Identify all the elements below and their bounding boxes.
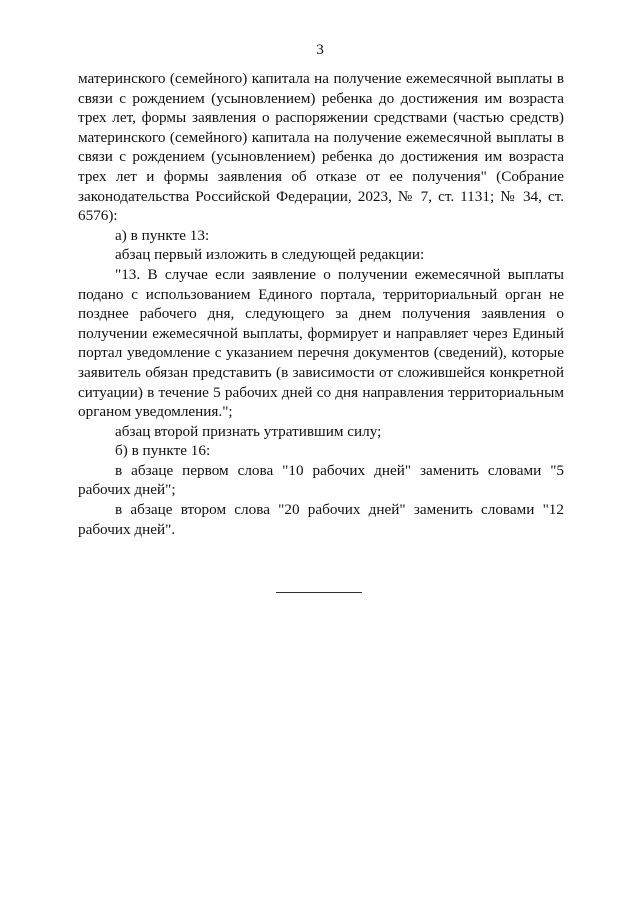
paragraph-continuation: материнского (семейного) капитала на получение ежемесячной выплаты в связи с рождением (усыновлением) ребенка до достижения им возраста трех лет, формы заявления о распоряжении средствами (частью средств) материнского (семейного) капитала на получение ежемесячной выплаты в связи с рождением (усыновлением) ребенка до достижения им возраста трех лет и формы заявления об отказе от ее получения" (Собрание законодательства Российской Федерации, 2023, № 7, ст. 1131; № 34, ст. 6576): [78,70,564,225]
paragraph-second-abzac-void: абзац второй признать утратившим силу; [115,422,382,440]
paragraph-abzac-second-replace: в абзаце втором слова "20 рабочих дней" заменить словами "12 рабочих дней". [78,501,564,538]
end-separator-line [276,592,362,593]
paragraph-first-abzac-edit: абзац первый изложить в следующей редакции: [115,246,425,264]
paragraph-item-a: а) в пункте 13: [115,226,210,244]
page-number: 3 [316,41,324,58]
document-body [78,69,564,539]
paragraph-new-clause-13: "13. В случае если заявление о получении ежемесячной выплаты подано с использованием Единого портала, территориальный орган не позднее рабочего дня, следующего за днем получения заявления о получении ежемесячной выплаты, формирует и направляет через Единый портал уведомление с указанием перечня документов (сведений), которые заявитель обязан представить (в зависимости от сложившейся конкретной ситуации) в течение 5 рабочих дней со дня направления территориальным органом уведомления."; [78,265,564,421]
paragraph-item-b: б) в пункте 16: [115,442,211,460]
paragraph-abzac-first-replace: в абзаце первом слова "10 рабочих дней" заменить словами "5 рабочих дней"; [78,461,564,499]
